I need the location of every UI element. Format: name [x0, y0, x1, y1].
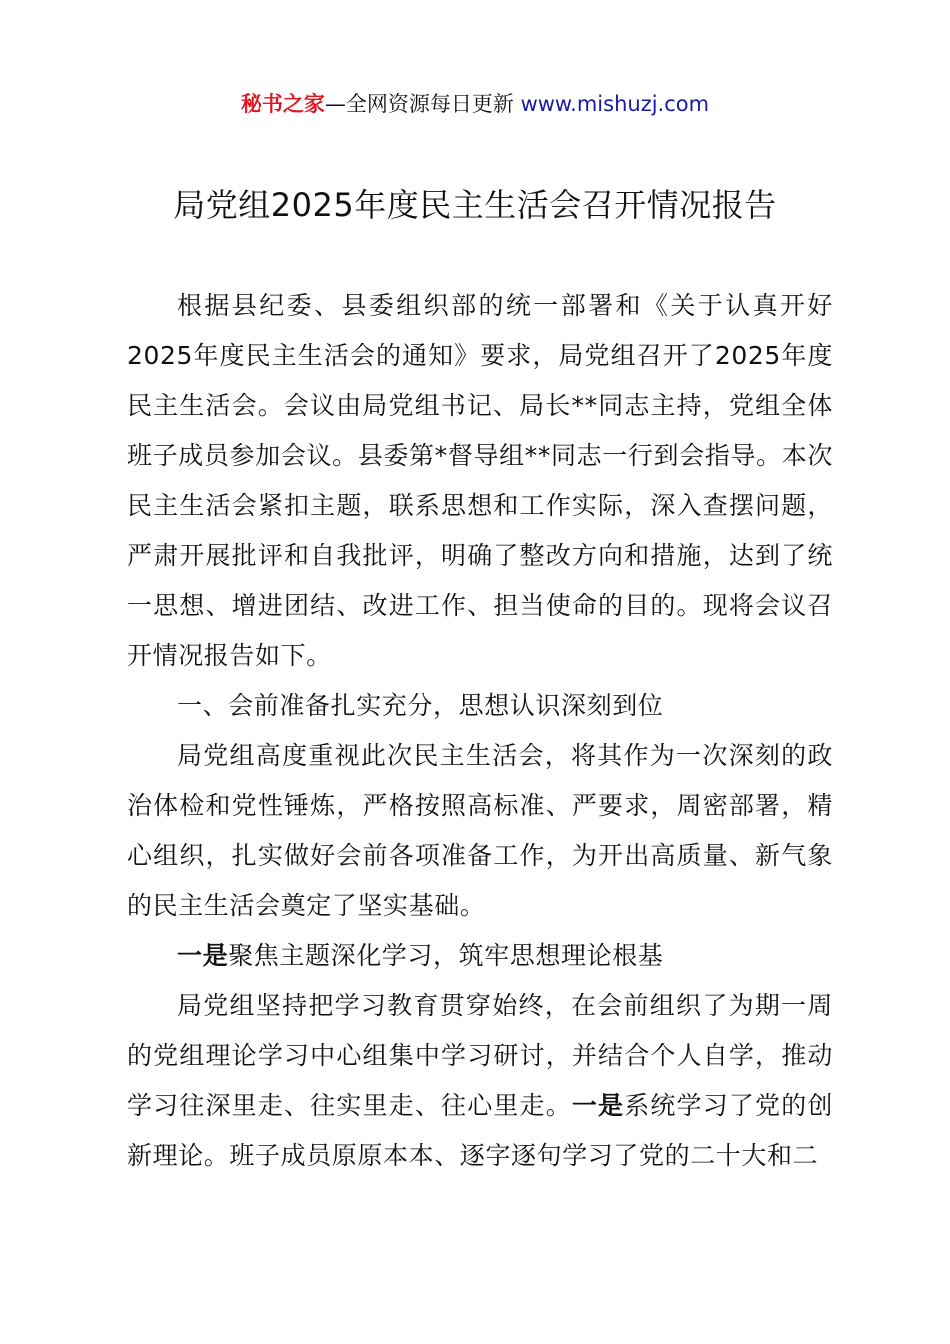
site-url-link[interactable]: www.mishuzj.com [520, 92, 710, 116]
point-heading [127, 931, 833, 981]
site-tagline: —全网资源每日更新 [324, 92, 521, 116]
point-paragraph-text: 局党组坚持把学习教育贯穿始终，在会前组织了为期一周的党组理论学习中心组集中学习研讨，并结合个人自学，推动学习往深里走、往实里走、往心里走。 [127, 991, 833, 1120]
point-paragraph-lead: 一是 [571, 1091, 625, 1120]
section-paragraph: 局党组高度重视此次民主生活会，将其作为一次深刻的政治体检和党性锤炼，严格按照高标准、严要求，周密部署，精心组织，扎实做好会前各项准备工作，为开出高质量、新气象的民主生活会奠定了坚实基础。 [127, 741, 833, 920]
point-lead: 一是 [177, 941, 229, 970]
section-heading: 一、会前准备扎实充分，思想认识深刻到位 [177, 691, 664, 720]
document-body [127, 281, 833, 1181]
site-brand: 秘书之家 [240, 92, 325, 116]
point-paragraph [127, 981, 833, 1181]
point-paragraph-continued: 系统学习了党的创新理论。班子成员原原本本、逐字逐句学习了党的二十大和二 [127, 1091, 833, 1170]
site-header [0, 88, 950, 120]
point-heading-text: 聚焦主题深化学习，筑牢思想理论根基 [228, 941, 664, 970]
intro-paragraph: 根据县纪委、县委组织部的统一部署和《关于认真开好2025年度民主生活会的通知》要求，局党组召开了2025年度民主生活会。会议由局党组书记、局长**同志主持，党组全体班子成员参加会议。县委第*督导组**同志一行到会指导。本次民主生活会紧扣主题，联系思想和工作实际，深入查摆问题，严肃开展批评和自我批评，明确了整改方向和措施，达到了统一思想、增进团结、改进工作、担当使命的目的。现将会议召开情况报告如下。 [127, 291, 833, 670]
document-title: 局党组2025年度民主生活会召开情况报告 [173, 186, 777, 224]
